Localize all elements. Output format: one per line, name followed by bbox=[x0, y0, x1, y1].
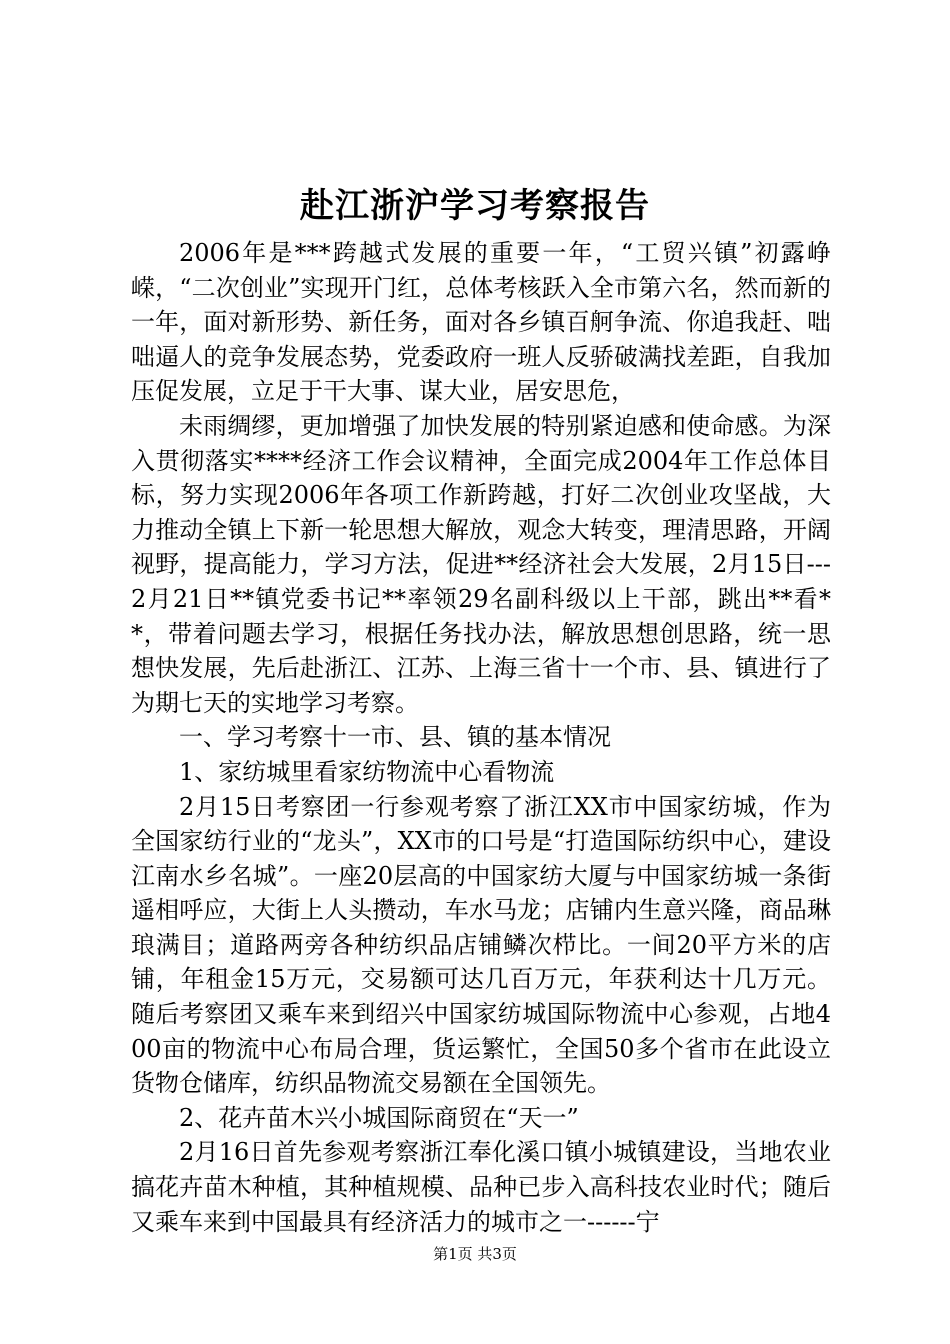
paragraph-purpose: 未雨绸缪，更加增强了加快发展的特别紧迫感和使命感。为深入贯彻落实****经济工作会议精神，全面完成2004年工作总体目标，努力实现2006年各项工作新跨越，打好二次创业攻坚战，大力推动全镇上下新一轮思想大解放，观念大转变，理清思路，开阔视野，提高能力，学习方法，促进**经济社会大发展，2月15日---2月21日**镇党委书记**率领29名副科级以上干部，跳出**看**，带着问题去学习，根据任务找办法，解放思想创思路，统一思想快发展，先后赴浙江、江苏、上海三省十一个市、县、镇进行了为期七天的实地学习考察。 bbox=[131, 411, 831, 717]
paragraph-textile-city: 2月15日考察团一行参观考察了浙江XX市中国家纺城，作为全国家纺行业的“龙头”，XX市的口号是“打造国际纺织中心，建设江南水乡名城”。一座20层高的中国家纺大厦与中国家纺城一条街遥相呼应，大街上人头攒动，车水马龙；店铺内生意兴隆，商品琳琅满目；道路两旁各种纺织品店铺鳞次栉比。一间20平方米的店铺，年租金15万元，交易额可达几百万元，年获利达十几万元。随后考察团又乘车来到绍兴中国家纺城国际物流中心参观，占地400亩的物流中心布局合理，货运繁忙，全国50多个省市在此设立货物仓储库，纺织品物流交易额在全国领先。 bbox=[131, 792, 831, 1098]
paragraph-flower-town: 2月16日首先参观考察浙江奉化溪口镇小城镇建设，当地农业搞花卉苗木种植，其种植规模、品种已步入高科技农业时代；随后又乘车来到中国最具有经济活力的城市之一------宁 bbox=[131, 1138, 831, 1236]
subsection-heading-1: 1、家纺城里看家纺物流中心看物流 bbox=[179, 757, 555, 786]
document-body bbox=[131, 236, 831, 1239]
paragraph-intro: 2006年是***跨越式发展的重要一年，“工贸兴镇”初露峥嵘，“二次创业”实现开门红，总体考核跃入全市第六名，然而新的一年，面对新形势、新任务，面对各乡镇百舸争流、你追我赶、咄咄逼人的竞争发展态势，党委政府一班人反骄破满找差距，自我加压促发展，立足于干大事、谋大业，居安思危， bbox=[131, 239, 831, 406]
subsection-heading-2: 2、花卉苗木兴小城国际商贸在“天一” bbox=[179, 1103, 579, 1132]
document-title: 赴江浙沪学习考察报告 bbox=[300, 186, 650, 226]
section-heading-1: 一、学习考察十一市、县、镇的基本情况 bbox=[179, 723, 611, 752]
page-footer: 第1页 共3页 bbox=[433, 1245, 517, 1263]
